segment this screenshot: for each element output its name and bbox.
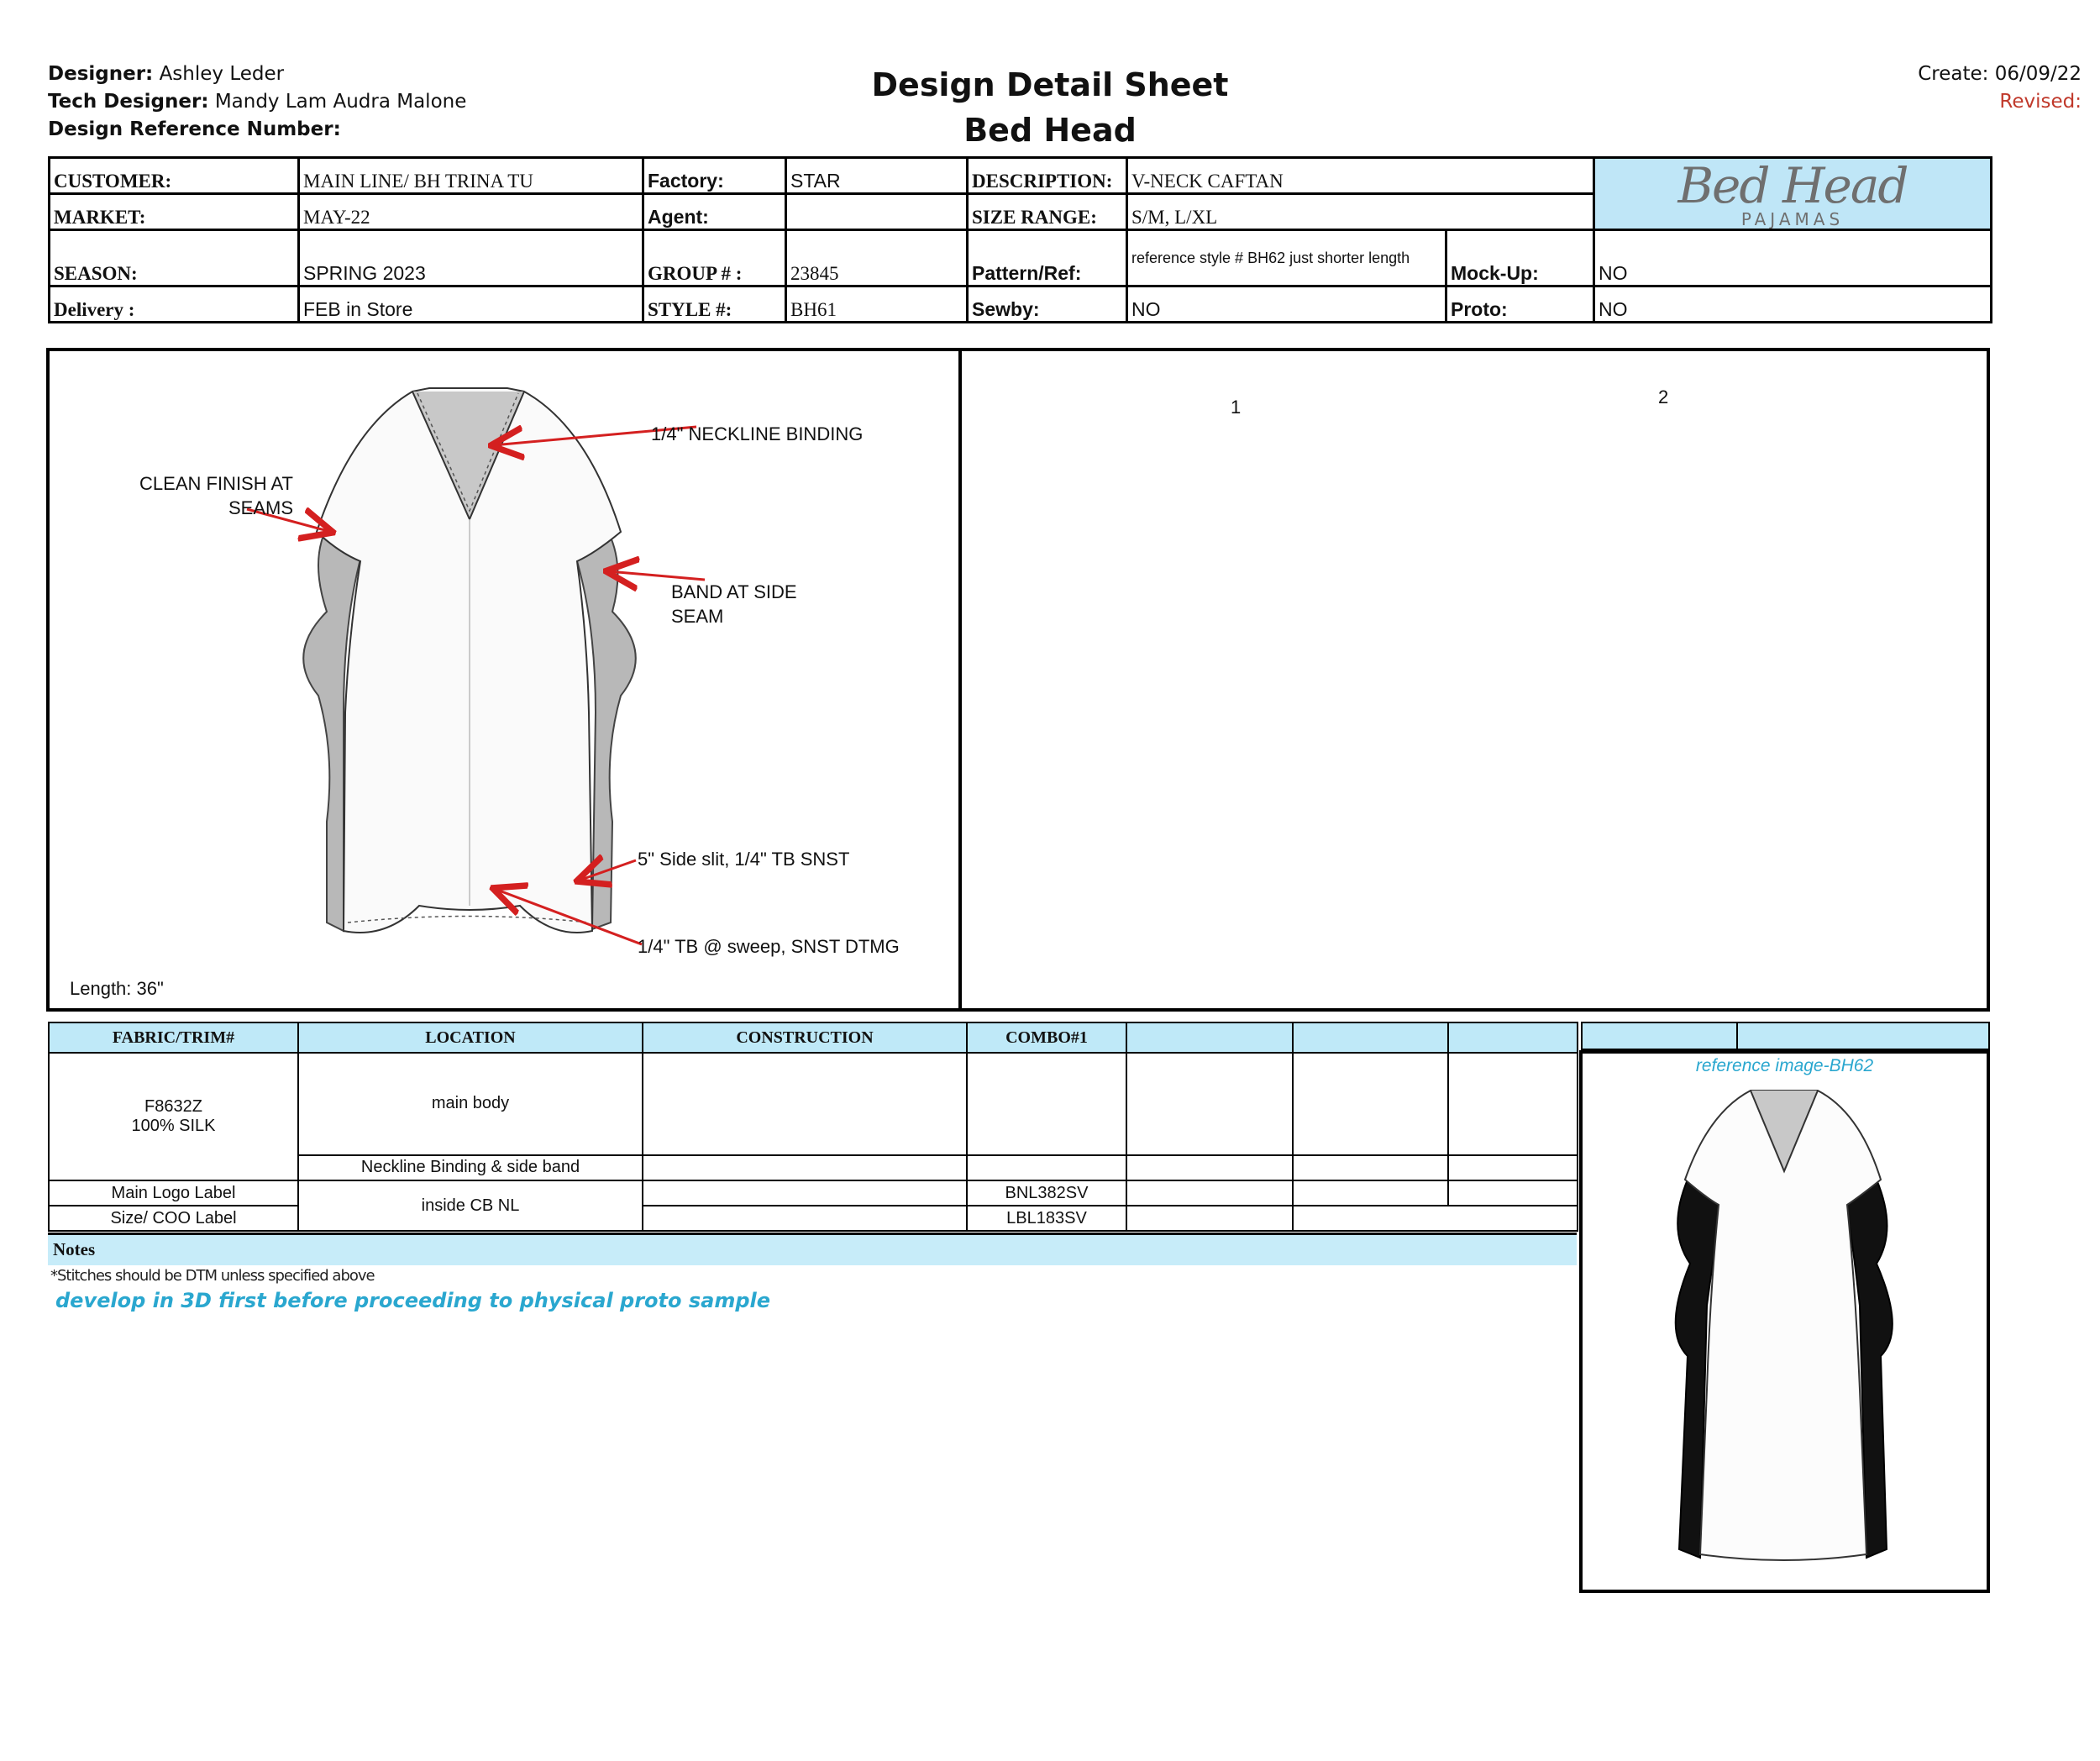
combo-lbl: LBL183SV — [967, 1206, 1126, 1231]
factory-value: STAR — [786, 158, 968, 194]
table-cell — [1448, 1155, 1578, 1180]
delivery-label: Delivery : — [50, 286, 299, 323]
table-cell — [643, 1180, 967, 1206]
table-cell — [1448, 1053, 1578, 1155]
table-cell — [967, 1155, 1126, 1180]
page-title-block — [0, 62, 2100, 153]
view-1-label: 1 — [1231, 397, 1242, 418]
header-combo1: COMBO#1 — [967, 1022, 1126, 1053]
table-cell — [643, 1206, 967, 1231]
table-cell — [1293, 1206, 1578, 1231]
sketch-panel — [46, 348, 962, 1012]
factory-label: Factory: — [643, 158, 786, 194]
table-cell — [967, 1053, 1126, 1155]
header-empty-3 — [1448, 1022, 1578, 1053]
location-main-body: main body — [298, 1053, 643, 1155]
design-ref-label: Design Reference Number: — [48, 118, 341, 140]
table-cell — [643, 1053, 967, 1155]
table-cell — [1293, 1180, 1448, 1206]
callout-band: BAND AT SIDE SEAM — [671, 581, 797, 627]
group-value: 23845 — [786, 230, 968, 286]
mockup-value: NO — [1594, 230, 1992, 286]
reference-panel — [1579, 1050, 1990, 1593]
combo-bnl: BNL382SV — [967, 1180, 1126, 1206]
tech-designer-name: Mandy Lam Audra Malone — [214, 91, 467, 113]
header-construction: CONSTRUCTION — [643, 1022, 967, 1053]
agent-label: Agent: — [643, 194, 786, 230]
header-location: LOCATION — [298, 1022, 643, 1053]
tech-designer-label: Tech Designer: — [48, 91, 209, 113]
fabric-code: F8632Z — [144, 1097, 202, 1116]
proto-value: NO — [1594, 286, 1992, 323]
sewby-label: Sewby: — [968, 286, 1127, 323]
info-table — [48, 156, 1992, 323]
table-cell — [1126, 1180, 1293, 1206]
customer-label: CUSTOMER: — [50, 158, 299, 194]
main-logo-label: Main Logo Label — [49, 1180, 298, 1206]
mockup-label: Mock-Up: — [1446, 230, 1594, 286]
location-neckline-band: Neckline Binding & side band — [298, 1155, 643, 1180]
delivery-value: FEB in Store — [299, 286, 643, 323]
develop-note: develop in 3D first before proceeding to physical proto sample — [55, 1289, 771, 1312]
season-label: SEASON: — [50, 230, 299, 286]
pattern-value: reference style # BH62 just shorter length — [1127, 230, 1446, 286]
group-label: GROUP # : — [643, 230, 786, 286]
reference-label: reference image-BH62 — [1695, 1056, 1874, 1075]
create-date: Create: 06/09/22 — [1918, 63, 2082, 85]
designer-name: Ashley Leder — [159, 63, 285, 85]
views-panel — [958, 348, 1990, 1012]
header-empty-2 — [1293, 1022, 1448, 1053]
page-subtitle: Bed Head — [963, 112, 1137, 149]
style-value: BH61 — [786, 286, 968, 323]
notes-bar — [48, 1233, 1577, 1265]
table-cell — [1448, 1180, 1578, 1206]
fabric-cell — [49, 1053, 298, 1180]
location-inside-cb: inside CB NL — [298, 1180, 643, 1231]
proto-label: Proto: — [1446, 286, 1594, 323]
table-cell — [1293, 1053, 1448, 1155]
header-right — [1918, 60, 2082, 116]
market-value: MAY-22 — [299, 194, 643, 230]
style-label: STYLE #: — [643, 286, 786, 323]
header-empty-1 — [1126, 1022, 1293, 1053]
description-label: DESCRIPTION: — [968, 158, 1127, 194]
fabric-trim-table — [48, 1022, 1578, 1232]
notes-label: Notes — [53, 1239, 96, 1259]
length-label: Length: 36" — [70, 978, 164, 999]
stitch-note: *Stitches should be DTM unless specified above — [50, 1267, 375, 1285]
callout-clean-finish: CLEAN FINISH AT SEAMS — [139, 473, 293, 518]
customer-value: MAIN LINE/ BH TRINA TU — [299, 158, 643, 194]
season-value: SPRING 2023 — [299, 230, 643, 286]
callout-slit: 5" Side slit, 1/4" TB SNST — [638, 849, 850, 870]
market-label: MARKET: — [50, 194, 299, 230]
designer-label: Designer: — [48, 63, 154, 85]
table-cell — [1126, 1053, 1293, 1155]
pattern-label: Pattern/Ref: — [968, 230, 1127, 286]
size-range-value: S/M, L/XL — [1127, 194, 1594, 230]
table-cell — [1126, 1206, 1293, 1231]
reference-header — [1581, 1022, 1990, 1050]
table-cell — [643, 1155, 967, 1180]
logo-script: Bed Head — [1677, 157, 1908, 214]
revised-label: Revised: — [1999, 91, 2082, 113]
header-fabric-trim: FABRIC/TRIM# — [49, 1022, 298, 1053]
size-coo-label: Size/ COO Label — [49, 1206, 298, 1231]
description-value: V-NECK CAFTAN — [1127, 158, 1594, 194]
reference-caftan-sketch — [1583, 1054, 1987, 1590]
logo-sub: PAJAMAS — [1740, 208, 1845, 229]
table-cell — [1126, 1155, 1293, 1180]
size-range-label: SIZE RANGE: — [968, 194, 1127, 230]
agent-value — [786, 194, 968, 230]
sewby-value: NO — [1127, 286, 1446, 323]
callout-neckline: 1/4" NECKLINE BINDING — [651, 423, 864, 444]
view-2-label: 2 — [1658, 386, 1669, 407]
caftan-sketch — [50, 351, 958, 1008]
table-cell — [1293, 1155, 1448, 1180]
page-title: Design Detail Sheet — [871, 66, 1229, 103]
brand-logo — [1594, 158, 1992, 230]
callout-sweep: 1/4" TB @ sweep, SNST DTMG — [638, 936, 900, 957]
fabric-content: 100% SILK — [131, 1117, 216, 1135]
